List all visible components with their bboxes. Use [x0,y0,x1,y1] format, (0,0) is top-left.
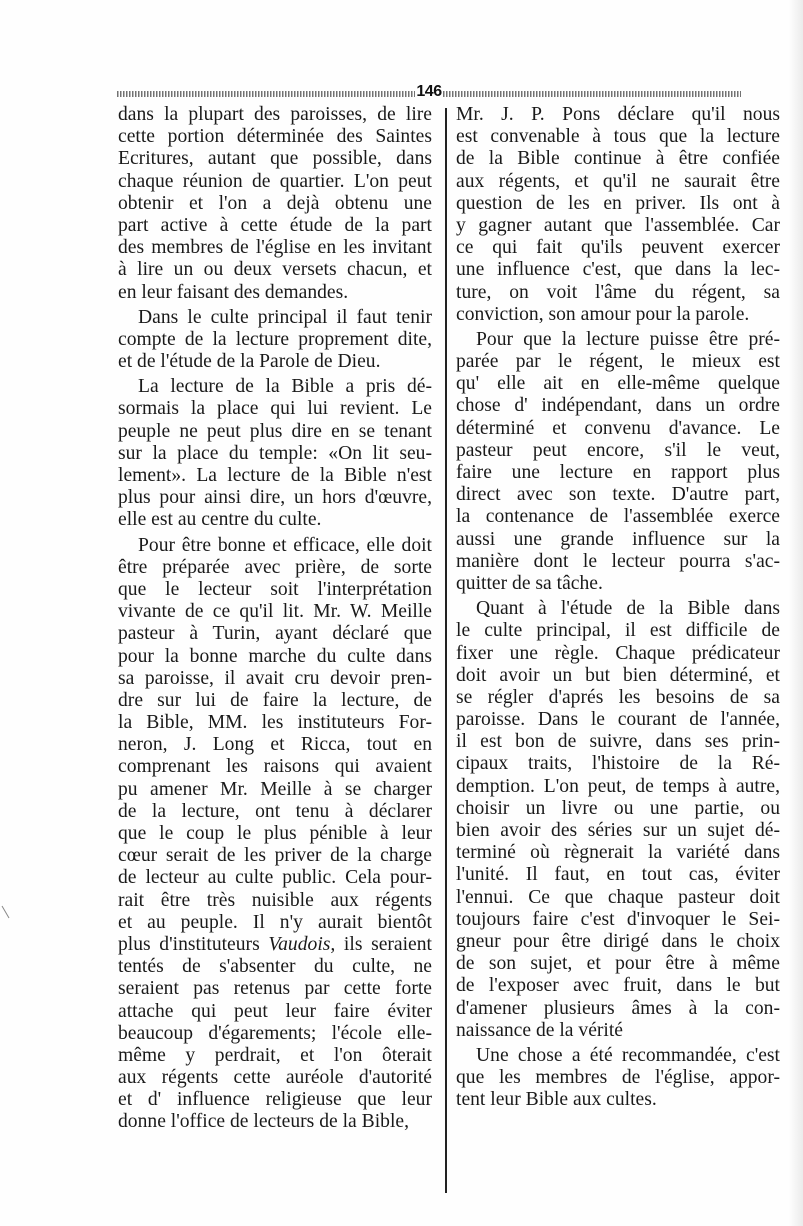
text-line: d'amener plusieurs âmes à la con- [456,997,780,1019]
text-line: question de les en priver. Ils ont à [456,192,780,214]
text-line: compte de la lecture proprement dite, [118,328,432,350]
italic-word: Vaudois, [268,933,336,955]
text-line: peuple ne peut plus dire en se tenant [118,420,432,442]
text-line: direct avec son texte. D'autre part, [456,484,780,506]
paragraph [456,1045,780,1112]
text-line: attache qui peut leur faire éviter [118,1000,432,1022]
text-line: l'unité. Il faut, en tout cas, éviter [456,864,780,886]
text-line: que les membres de l'église, appor- [456,1067,780,1089]
column-divider [445,108,447,1193]
text-line: sormais la place qui lui revient. Le [118,398,432,420]
page-number: 146 [416,83,442,100]
text-line: la contenance de l'assemblée exerce [456,506,780,528]
text-line: toujours faire c'est d'invoquer le Sei- [456,908,780,930]
text-line: le culte principal, il est difficile de [456,620,780,642]
text-line: chose d' indépendant, dans un ordre [456,395,780,417]
text-line: Ecritures, autant que possible, dans [118,148,432,170]
text-line: conviction, son amour pour la parole. [456,303,750,325]
text-line: sur la place du temple: «On lit seu- [118,442,432,464]
text-line: de la Bible continue à être confiée [456,148,780,170]
text-line: seraient pas retenus par cette forte [118,978,432,1000]
text-line: choisir un livre ou une partie, ou [456,797,780,819]
text-line: Mr. J. P. Pons déclare qu'il nous [456,104,780,125]
text-line: déterminé et convenu d'avance. Le [456,417,780,439]
text-line: que le coup le plus pénible à leur [118,823,432,844]
text-line: fixer une règle. Chaque prédicateur [456,642,780,664]
text-line: qu' elle ait en elle-même quelque [456,373,780,395]
text-line: est convenable à tous que la lecture [456,126,780,148]
left-column [118,104,432,1134]
text-line: et de l'étude de la Parole de Dieu. [118,351,381,373]
text-line: quitter de sa tâche. [456,572,603,594]
text-line: Quant à l'étude de la Bible dans [476,598,780,620]
paragraph [456,104,780,326]
text-line: dans la plupart des paroisses, de lire [118,104,432,125]
text-line: de son sujet, et pour être à même [456,953,780,975]
text-line: plus d'instituteurs Vaudois, ils seraient [118,933,432,955]
header-rule-left [117,91,415,97]
text-line: que le lecteur soit l'interprétation [118,578,432,600]
text-line: à lire un ou deux versets chacun, et [118,259,432,281]
text-line: en leur faisant des demandes. [118,281,349,303]
text-line: aux régents cette auréole d'autorité [118,1067,432,1089]
text-line: et d' influence religieuse que leur [118,1089,432,1111]
paragraph [118,376,432,531]
text-line: de lecteur au culte public. Cela pour- [118,867,432,889]
text-line: obtenir et l'on a dejà obtenu une [118,192,432,214]
text-line: des membres de l'église en les invitant [118,237,432,259]
text-line: beaucoup d'égarements; l'école elle- [118,1022,432,1044]
paragraph [118,535,432,1134]
text-line: neron, J. Long et Ricca, tout en [118,734,432,756]
text-line: tentés de s'absenter du culte, ne [118,956,432,978]
text-line: de la lecture, ont tenu à déclarer [118,800,432,822]
text-line: elle est au centre du culte. [118,509,322,531]
text-line: faire une lecture en rapport plus [456,462,780,483]
text-line: Dans le culte principal il faut tenir [138,306,432,328]
text-line: doit avoir un but bien déterminé, et [456,664,780,686]
text-line: tent leur Bible aux cultes. [456,1089,657,1111]
text-line: paroisse. Dans le courant de l'année, [456,709,780,731]
text-line: pour la bonne marche du culte dans [118,645,432,667]
text-line: donne l'office de lecteurs de la Bible, [118,1111,409,1133]
text-line: et au peuple. Il n'y aurait bientôt [118,911,432,933]
text-line: pasteur à Turin, ayant déclaré que [118,623,432,645]
text-line: dre sur lui de faire la lecture, de [118,689,432,711]
text-line: pu amener Mr. Meille à se charger [118,778,432,800]
text-line: bien avoir des séries sur un sujet dé- [456,820,780,841]
right-column [456,104,780,1111]
text-line: Pour que la lecture puisse être pré- [476,328,780,350]
text-line: lement». La lecture de la Bible n'est [118,465,432,486]
text-line: La lecture de la Bible a pris dé- [138,376,432,398]
text-line: la Bible, MM. les instituteurs For- [118,712,432,734]
text-line: aussi une grande influence sur la [456,528,780,550]
text-line: cipaux traits, l'histoire de la Ré- [456,753,780,775]
text-line: plus pour ainsi dire, un hors d'œuvre, [118,487,432,509]
text-line: être préparée avec prière, de sorte [118,556,432,578]
text-line: parée par le régent, le mieux est [456,351,780,373]
text-line: comprenant les raisons qui avaient [118,756,432,778]
paragraph [456,598,780,1042]
text-line: part active à cette étude de la part [118,214,432,236]
text-line: terminé où règnerait la variété dans [456,842,780,864]
text-line: de l'exposer avec fruit, dans le but [456,975,780,997]
header-rule-right [443,91,741,97]
page-edge-shadow [789,0,803,1226]
text-line: une influence c'est, que dans la lec- [456,259,780,281]
text-line: demption. L'on peut, de temps à autre, [456,775,780,797]
text-line: se régler d'aprés les besoins de sa [456,686,780,708]
text-line: Pour être bonne et efficace, elle doit [138,534,432,556]
text-line: manière dont le lecteur pourra s'ac- [456,550,780,572]
text-line: même y perdrait, et l'on ôterait [118,1044,432,1066]
text-line: aux régents, et qu'il ne saurait être [456,170,780,192]
text-line: l'ennui. Ce que chaque pasteur doit [456,886,780,908]
scan-artifact [2,906,10,919]
text-line: ture, on voit l'âme du régent, sa [456,281,780,303]
page-header [117,79,741,101]
paragraph [118,104,432,304]
text-line: il est bon de suivre, dans ses prin- [456,731,780,753]
text-line: sa paroisse, il avait cru devoir pren- [118,667,432,689]
text-line: gneur pour être dirigé dans le choix [456,930,780,952]
paragraph [118,307,432,374]
text-line: y gagner autant que l'assemblée. Car [456,214,780,236]
text-line: Une chose a été recommandée, c'est [476,1044,780,1066]
text-line: chaque réunion de quartier. L'on peut [118,170,432,192]
text-line: cœur serait de les priver de la charge [118,845,432,867]
paragraph [456,329,780,595]
text-line: rait être très nuisible aux régents [118,889,432,911]
text-line: naissance de la vérité [456,1019,624,1041]
text-line: pasteur peut encore, s'il le veut, [456,439,780,461]
text-line: cette portion déterminée des Saintes [118,126,432,148]
text-line: ce qui fait qu'ils peuvent exercer [456,237,780,259]
text-line: vivante de ce qu'il lit. Mr. W. Meille [118,601,432,623]
